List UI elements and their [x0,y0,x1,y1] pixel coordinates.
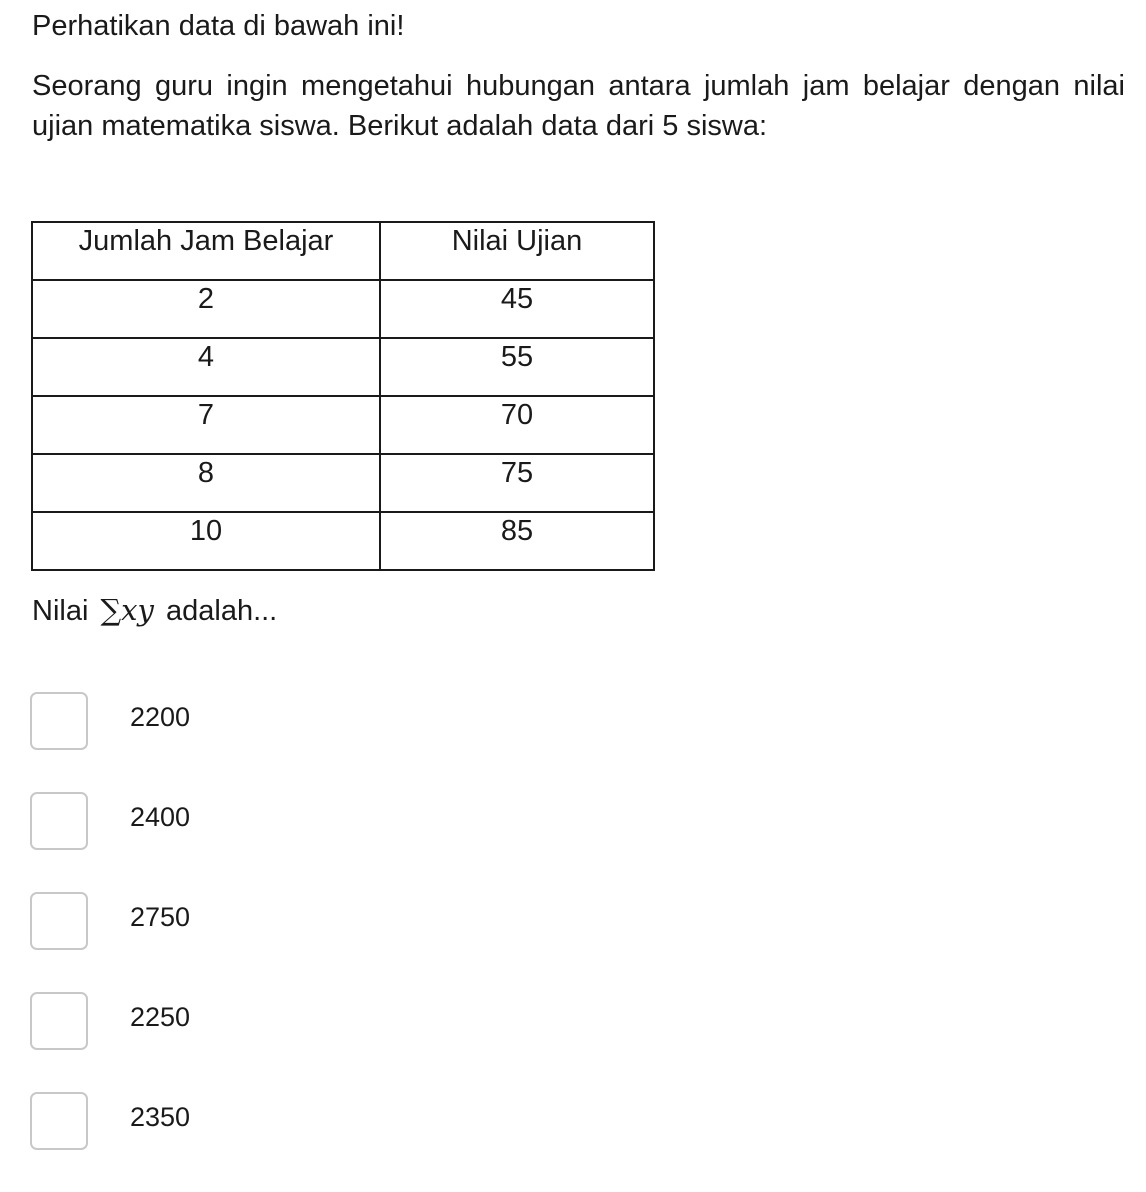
sigma-xy-expression [100,592,153,628]
answer-options [30,692,430,1192]
cell-nilai: 75 [380,454,654,512]
table-header-row [32,222,654,280]
cell-jam: 10 [32,512,380,570]
header-nilai-ujian: Nilai Ujian [380,222,654,280]
option-checkbox[interactable] [30,892,88,950]
option-checkbox[interactable] [30,692,88,750]
sigma-symbol: ∑ [100,593,122,627]
answer-option[interactable] [30,692,430,792]
option-checkbox[interactable] [30,992,88,1050]
cell-nilai: 85 [380,512,654,570]
header-jam-belajar: Jumlah Jam Belajar [32,222,380,280]
table-row [32,280,654,338]
table-row [32,338,654,396]
cell-jam: 7 [32,396,380,454]
cell-nilai: 55 [380,338,654,396]
option-label[interactable]: 2200 [130,702,191,732]
option-checkbox[interactable] [30,792,88,850]
table-row [32,512,654,570]
option-checkbox[interactable] [30,1092,88,1150]
sigma-vars: xy [121,593,154,627]
question-prefix: Nilai [32,595,89,627]
option-label[interactable]: 2250 [130,1002,191,1032]
question-suffix: adalah... [165,595,278,627]
answer-option[interactable] [30,792,430,892]
cell-nilai: 70 [380,396,654,454]
answer-option[interactable] [30,992,430,1092]
cell-nilai: 45 [380,280,654,338]
data-table [31,221,655,571]
table-row [32,454,654,512]
answer-option[interactable] [30,892,430,992]
cell-jam: 8 [32,454,380,512]
option-label[interactable]: 2400 [130,802,191,832]
intro-text: Perhatikan data di bawah ini! [32,10,405,42]
option-label[interactable]: 2350 [130,1102,191,1132]
cell-jam: 4 [32,338,380,396]
option-label[interactable]: 2750 [130,902,191,932]
answer-option[interactable] [30,1092,430,1192]
question-text [32,592,277,629]
cell-jam: 2 [32,280,380,338]
table-row [32,396,654,454]
question-context: Seorang guru ingin mengetahui hubungan antara jumlah jam belajar dengan nilai ujian matematika siswa. Berikut adalah data dari 5 siswa: [32,70,1125,142]
